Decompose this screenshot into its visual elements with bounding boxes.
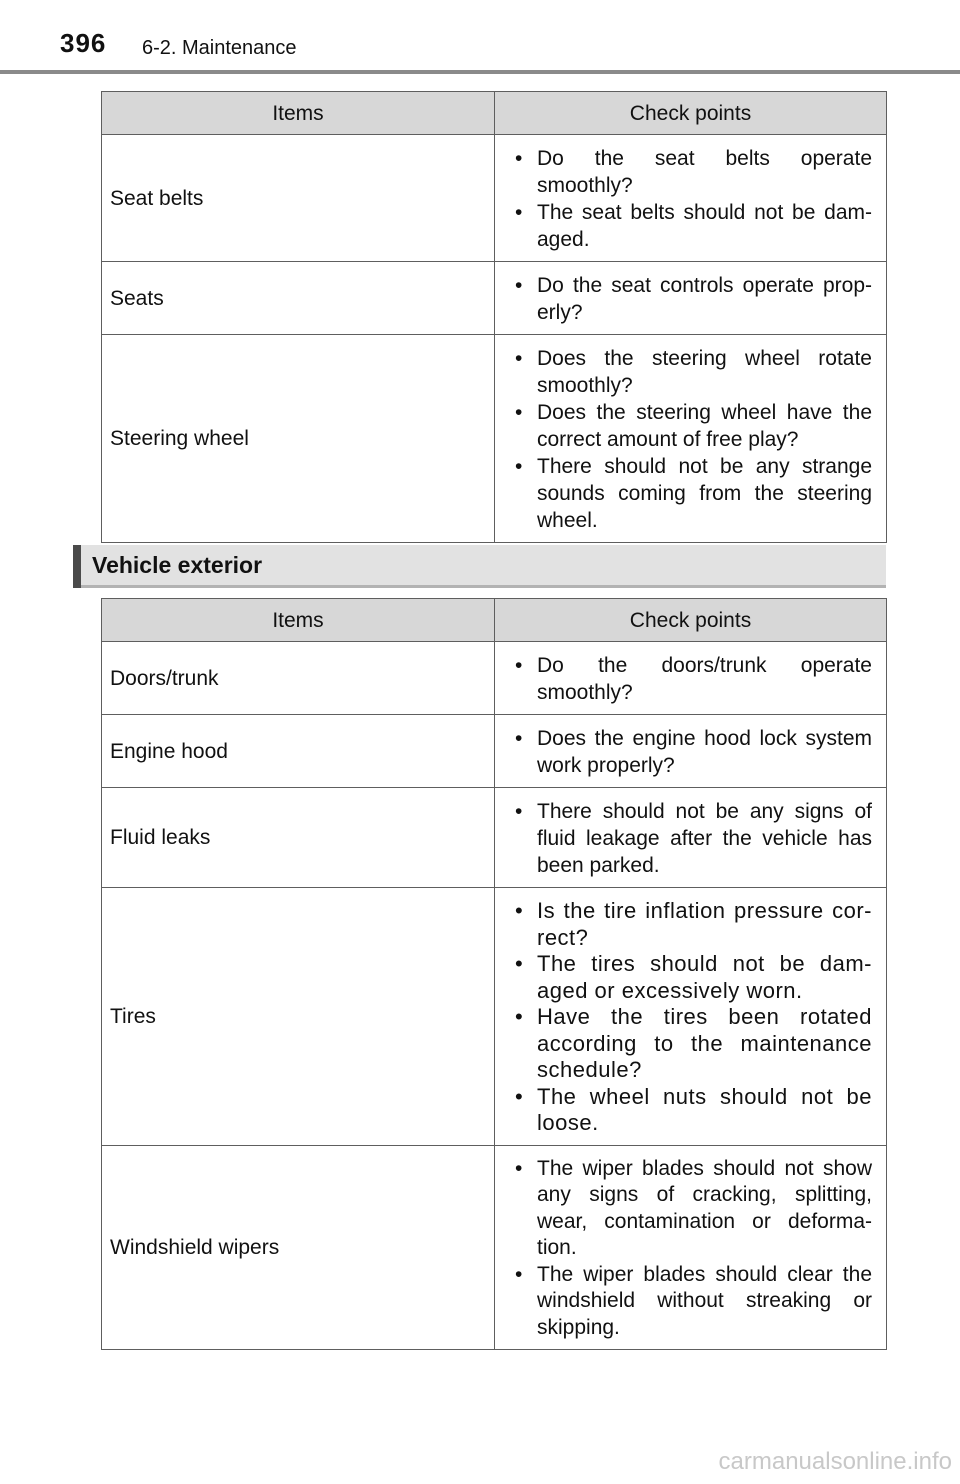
section-reference: 6-2. Maintenance [142,37,297,59]
check-point: • The wheel nuts should not be loose. [509,1084,872,1137]
item-cell: Engine hood [102,715,495,788]
item-cell: Fluid leaks [102,788,495,888]
check-points-cell [495,335,887,543]
check-points-cell [495,642,887,715]
item-cell: Steering wheel [102,335,495,543]
check-point: • Do the seat belts operate smoothly? [509,145,872,199]
exterior-check-table [101,598,887,1350]
item-cell: Seat belts [102,135,495,262]
table-row [102,788,887,888]
page-number: 396 [60,28,107,58]
check-point: • Do the doors/trunk operate smoothly? [509,652,872,706]
check-point: • Does the steering wheel have the correct amount of free play? [509,399,872,453]
table-row [102,642,887,715]
interior-check-table [101,91,887,543]
column-header-items: Items [102,599,495,642]
header-rule [0,70,960,74]
check-points-cell [495,715,887,788]
table-row [102,888,887,1146]
check-point: • Does the steering wheel rotate smoothly? [509,345,872,399]
check-points-cell [495,135,887,262]
section-title: Vehicle exterior [92,552,263,578]
table-row [102,335,887,543]
table-header-row [102,599,887,642]
banner-accent-bar [73,545,81,588]
table-header-row [102,92,887,135]
check-point: • Have the tires been rotated according to the maintenance schedule? [509,1004,872,1084]
check-point: • The tires should not be dam-aged or excessively worn. [509,951,872,1004]
watermark: carmanualsonline.info [718,1448,952,1475]
check-points-cell [495,1145,887,1350]
page-header [0,0,960,76]
item-cell: Windshield wipers [102,1145,495,1350]
item-cell: Doors/trunk [102,642,495,715]
column-header-items: Items [102,92,495,135]
item-cell: Seats [102,262,495,335]
table-row [102,135,887,262]
column-header-check-points: Check points [495,92,887,135]
check-point: • There should not be any signs of fluid leakage after the vehicle has been parked. [509,798,872,879]
check-point: • The wiper blades should not show any signs of cracking, splitting, wear, contamination or deforma-tion. [509,1156,872,1262]
check-point: • Is the tire inflation pressure cor-rect? [509,898,872,951]
column-header-check-points: Check points [495,599,887,642]
check-point: • The wiper blades should clear the windshield without streaking or skipping. [509,1262,872,1342]
check-points-cell [495,888,887,1146]
check-point: • There should not be any strange sounds coming from the steering wheel. [509,453,872,534]
check-point: • The seat belts should not be dam-aged. [509,199,872,253]
check-point: • Do the seat controls operate prop-erly? [509,272,872,326]
table-row [102,262,887,335]
section-banner-vehicle-exterior [73,545,886,588]
item-cell: Tires [102,888,495,1146]
check-points-cell [495,262,887,335]
table-row [102,715,887,788]
table-row [102,1145,887,1350]
check-point: • Does the engine hood lock system work properly? [509,725,872,779]
check-points-cell [495,788,887,888]
